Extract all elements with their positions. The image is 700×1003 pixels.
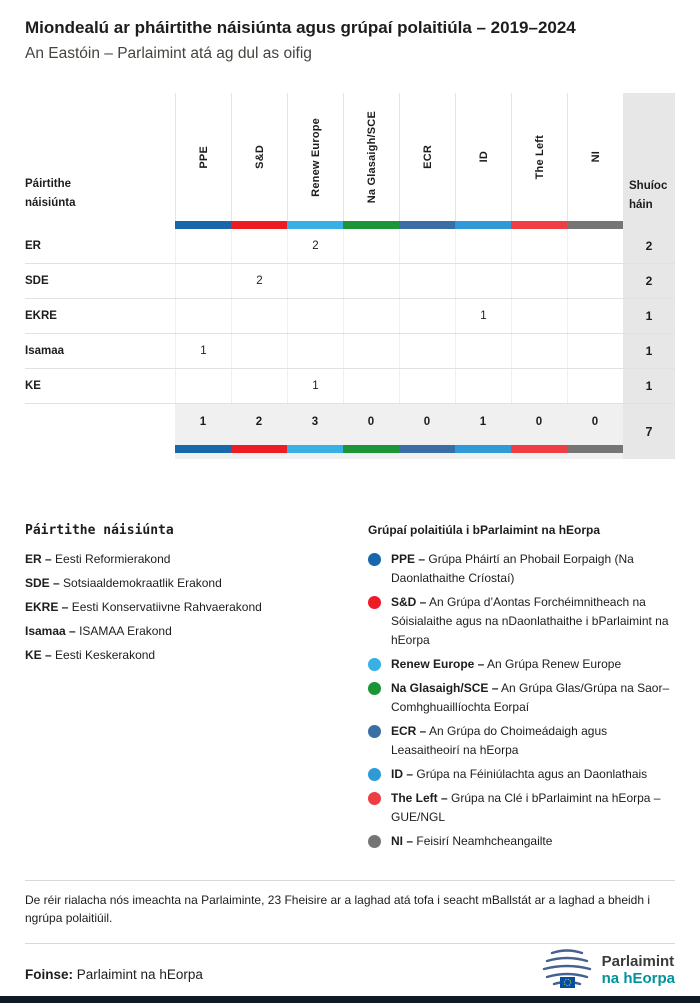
group-legend bbox=[368, 523, 675, 856]
seats-header-cell bbox=[623, 93, 675, 221]
party-full-name: Eesti Reformierakond bbox=[55, 552, 171, 566]
seats-cell: 1 bbox=[623, 369, 675, 403]
value-cell bbox=[175, 369, 231, 403]
legend-section bbox=[25, 523, 675, 856]
value-cell bbox=[511, 229, 567, 263]
total-column bbox=[287, 404, 343, 459]
value-cell bbox=[343, 299, 399, 333]
column-header-cell bbox=[567, 93, 623, 221]
value-cell: 1 bbox=[175, 334, 231, 368]
group-full-name: Grúpa na Féiniúlachta agus an Daonlathais bbox=[416, 767, 648, 781]
table-row bbox=[25, 299, 675, 334]
party-abbr: SDE – bbox=[25, 576, 60, 590]
value-cell bbox=[511, 264, 567, 298]
total-color-bar-renew-europe bbox=[287, 445, 343, 453]
value-cell bbox=[231, 334, 287, 368]
seats-header-label: Shuíocháin bbox=[629, 180, 668, 211]
table-row bbox=[25, 334, 675, 369]
total-column bbox=[567, 404, 623, 459]
page-subtitle: An Eastóin – Parlaimint atá ag dul as oifig bbox=[25, 45, 312, 62]
procedural-note: De réir rialacha nós imeachta na Parlaiminte, 23 Fheisire ar a laghad atá tofa i seacht mBallstát ar a laghad a bheidh i ngrúpa polaitiúil. bbox=[25, 893, 651, 925]
source-label: Foinse: bbox=[25, 967, 74, 982]
value-cell bbox=[343, 334, 399, 368]
value-cell bbox=[567, 264, 623, 298]
group-legend-text bbox=[391, 593, 675, 650]
value-cell bbox=[399, 369, 455, 403]
group-legend-title: Grúpaí polaitiúla i bParlaimint na hEorpa bbox=[368, 523, 601, 537]
column-header-cell bbox=[175, 93, 231, 221]
table-row bbox=[25, 229, 675, 264]
ecr-color-dot-icon bbox=[368, 725, 381, 738]
value-cell bbox=[343, 229, 399, 263]
total-column bbox=[455, 404, 511, 459]
column-header-renew-europe: Renew Europe bbox=[309, 117, 322, 197]
renew-europe-color-dot-icon bbox=[368, 658, 381, 671]
value-cell bbox=[231, 229, 287, 263]
ep-logo-line2: na hEorpa bbox=[601, 970, 675, 987]
group-full-name: An Grúpa Renew Europe bbox=[487, 657, 622, 671]
group-legend-item bbox=[368, 789, 675, 827]
value-cell bbox=[567, 334, 623, 368]
total-value: 0 bbox=[591, 416, 599, 428]
color-bar-ecr bbox=[399, 221, 455, 229]
color-bar-renew-europe bbox=[287, 221, 343, 229]
column-header-na-glasaigh-sce: Na Glasaigh/SCE bbox=[365, 110, 378, 204]
total-column bbox=[175, 404, 231, 459]
group-full-name: An Grúpa Glas/Grúpa na Saor–Comhghuaillíochta Eorpaí bbox=[391, 681, 670, 714]
ppe-color-dot-icon bbox=[368, 553, 381, 566]
value-cell bbox=[455, 264, 511, 298]
group-legend-item bbox=[368, 593, 675, 650]
group-full-name: An Grúpa d’Aontas Forchéimnitheach na Sóisialaithe agus na nDaonlathaithe i bParlaimint na hEorpa bbox=[391, 595, 669, 647]
ep-hemicycle-icon bbox=[541, 949, 593, 991]
value-cell bbox=[511, 299, 567, 333]
value-cell bbox=[455, 229, 511, 263]
group-legend-item bbox=[368, 655, 675, 674]
total-value: 0 bbox=[535, 416, 543, 428]
total-seats-cell: 7 bbox=[623, 404, 675, 459]
party-full-name: ISAMAA Erakond bbox=[79, 624, 172, 638]
id-color-dot-icon bbox=[368, 768, 381, 781]
party-legend-item bbox=[25, 600, 368, 614]
total-column bbox=[511, 404, 567, 459]
total-color-bar-the-left bbox=[511, 445, 567, 453]
party-full-name: Eesti Konservatiivne Rahvaerakond bbox=[71, 600, 262, 614]
column-header-ppe: PPE bbox=[197, 145, 210, 169]
group-abbr: PPE – bbox=[391, 552, 426, 566]
value-cell bbox=[343, 369, 399, 403]
group-legend-item bbox=[368, 832, 675, 851]
party-name: ER bbox=[25, 240, 41, 252]
value-cell bbox=[567, 229, 623, 263]
total-color-bar-sd bbox=[231, 445, 287, 453]
group-abbr: ID – bbox=[391, 767, 414, 781]
seats-cell: 2 bbox=[623, 229, 675, 263]
group-legend-text bbox=[391, 832, 552, 851]
party-legend-items bbox=[25, 552, 368, 662]
value-cell bbox=[287, 299, 343, 333]
row-header-label: Páirtithe náisiúnta bbox=[25, 178, 76, 209]
results-table bbox=[25, 93, 675, 459]
the-left-color-dot-icon bbox=[368, 792, 381, 805]
column-header-ecr: ECR bbox=[421, 145, 434, 169]
column-header-cell bbox=[287, 93, 343, 221]
eu-flag-icon bbox=[560, 977, 575, 988]
group-legend-item bbox=[368, 765, 675, 784]
divider bbox=[25, 943, 675, 944]
group-legend-text bbox=[391, 655, 621, 674]
totals-row-spacer bbox=[25, 404, 175, 459]
party-full-name: Eesti Keskerakond bbox=[55, 648, 156, 662]
seats-cell: 2 bbox=[623, 264, 675, 298]
party-legend-title: Páirtithe náisiúnta bbox=[25, 523, 174, 538]
value-cell: 1 bbox=[455, 299, 511, 333]
party-legend-item bbox=[25, 648, 368, 662]
group-abbr: The Left – bbox=[391, 791, 448, 805]
column-header-cell bbox=[399, 93, 455, 221]
value-cell bbox=[399, 264, 455, 298]
group-legend-item bbox=[368, 550, 675, 588]
row-header-cell bbox=[25, 93, 175, 221]
group-full-name: Grúpa Pháirtí an Phobail Eorpaigh (Na Daonlathaithe Críostaí) bbox=[391, 552, 634, 585]
total-value: 1 bbox=[199, 416, 207, 428]
group-abbr: NI – bbox=[391, 834, 414, 848]
column-header-id: ID bbox=[477, 151, 490, 163]
column-header-sd: S&D bbox=[253, 145, 266, 169]
page-title: Miondealú ar pháirtithe náisiúnta agus grúpaí polaitiúla – 2019–2024 bbox=[25, 18, 576, 37]
party-legend-item bbox=[25, 624, 368, 638]
group-color-bar-row bbox=[25, 221, 675, 229]
group-legend-item bbox=[368, 722, 675, 760]
value-cell bbox=[231, 299, 287, 333]
value-cell bbox=[175, 264, 231, 298]
seats-column-spacer bbox=[623, 221, 675, 229]
total-value: 1 bbox=[479, 416, 487, 428]
value-cell bbox=[455, 369, 511, 403]
group-legend-item bbox=[368, 679, 675, 717]
total-color-bar-ppe bbox=[175, 445, 231, 453]
bar-row-spacer bbox=[25, 221, 175, 229]
group-legend-text bbox=[391, 722, 675, 760]
group-legend-text bbox=[391, 550, 675, 588]
total-column bbox=[231, 404, 287, 459]
color-bar-na-glasaigh-sce bbox=[343, 221, 399, 229]
group-full-name: Feisirí Neamhcheangailte bbox=[416, 834, 553, 848]
totals-row bbox=[25, 404, 675, 459]
party-name: Isamaa bbox=[25, 345, 65, 357]
table-row bbox=[25, 264, 675, 299]
column-header-the-left: The Left bbox=[533, 134, 546, 180]
total-color-bar-ni bbox=[567, 445, 623, 453]
party-legend bbox=[25, 523, 368, 856]
source-line bbox=[25, 967, 203, 982]
group-full-name: Grúpa na Clé i bParlaimint na hEorpa – GUE/NGL bbox=[391, 791, 661, 824]
color-bar-ppe bbox=[175, 221, 231, 229]
group-abbr: S&D – bbox=[391, 595, 427, 609]
value-cell bbox=[399, 299, 455, 333]
value-cell bbox=[343, 264, 399, 298]
european-parliament-logo bbox=[541, 949, 675, 991]
group-abbr: Renew Europe – bbox=[391, 657, 485, 671]
ni-color-dot-icon bbox=[368, 835, 381, 848]
value-cell bbox=[175, 229, 231, 263]
column-header-cell bbox=[455, 93, 511, 221]
color-bar-ni bbox=[567, 221, 623, 229]
total-column bbox=[343, 404, 399, 459]
group-full-name: An Grúpa do Choimeádaigh agus Leasaitheoirí na hEorpa bbox=[391, 724, 608, 757]
group-legend-items bbox=[368, 550, 675, 851]
party-abbr: Isamaa – bbox=[25, 624, 76, 638]
color-bar-id bbox=[455, 221, 511, 229]
value-cell bbox=[399, 334, 455, 368]
ep-logo-line1: Parlaimint bbox=[601, 953, 675, 970]
value-cell bbox=[287, 264, 343, 298]
group-legend-text bbox=[391, 765, 647, 784]
party-legend-item bbox=[25, 552, 368, 566]
total-value: 0 bbox=[423, 416, 431, 428]
value-cell bbox=[231, 369, 287, 403]
value-cell: 1 bbox=[287, 369, 343, 403]
column-header-cell bbox=[511, 93, 567, 221]
value-cell bbox=[399, 229, 455, 263]
total-value: 3 bbox=[311, 416, 319, 428]
value-cell bbox=[175, 299, 231, 333]
value-cell bbox=[455, 334, 511, 368]
value-cell bbox=[287, 334, 343, 368]
column-header-cell bbox=[343, 93, 399, 221]
column-header-ni: NI bbox=[589, 151, 602, 163]
party-abbr: KE – bbox=[25, 648, 52, 662]
value-cell bbox=[511, 369, 567, 403]
party-full-name: Sotsiaaldemokraatlik Erakond bbox=[63, 576, 222, 590]
total-color-bar-ecr bbox=[399, 445, 455, 453]
group-abbr: ECR – bbox=[391, 724, 427, 738]
table-header-row bbox=[25, 93, 675, 221]
table-row bbox=[25, 369, 675, 404]
seats-cell: 1 bbox=[623, 299, 675, 333]
value-cell bbox=[567, 369, 623, 403]
value-cell bbox=[567, 299, 623, 333]
value-cell bbox=[511, 334, 567, 368]
total-value: 0 bbox=[367, 416, 375, 428]
total-color-bar-id bbox=[455, 445, 511, 453]
party-abbr: EKRE – bbox=[25, 600, 69, 614]
footer bbox=[25, 949, 675, 991]
seats-cell: 1 bbox=[623, 334, 675, 368]
group-legend-text bbox=[391, 679, 675, 717]
group-legend-text bbox=[391, 789, 675, 827]
value-cell: 2 bbox=[287, 229, 343, 263]
party-legend-item bbox=[25, 576, 368, 590]
color-bar-the-left bbox=[511, 221, 567, 229]
total-column bbox=[399, 404, 455, 459]
column-header-cell bbox=[231, 93, 287, 221]
party-name: KE bbox=[25, 380, 41, 392]
page-bottom-bar bbox=[0, 996, 700, 1003]
na-glasaigh-sce-color-dot-icon bbox=[368, 682, 381, 695]
total-value: 2 bbox=[255, 416, 263, 428]
group-abbr: Na Glasaigh/SCE – bbox=[391, 681, 499, 695]
party-abbr: ER – bbox=[25, 552, 52, 566]
color-bar-sd bbox=[231, 221, 287, 229]
value-cell: 2 bbox=[231, 264, 287, 298]
sd-color-dot-icon bbox=[368, 596, 381, 609]
total-color-bar-na-glasaigh-sce bbox=[343, 445, 399, 453]
party-name: SDE bbox=[25, 275, 49, 287]
source-value: Parlaimint na hEorpa bbox=[76, 967, 203, 982]
party-name: EKRE bbox=[25, 310, 57, 322]
ep-logo-wordmark bbox=[602, 953, 675, 987]
